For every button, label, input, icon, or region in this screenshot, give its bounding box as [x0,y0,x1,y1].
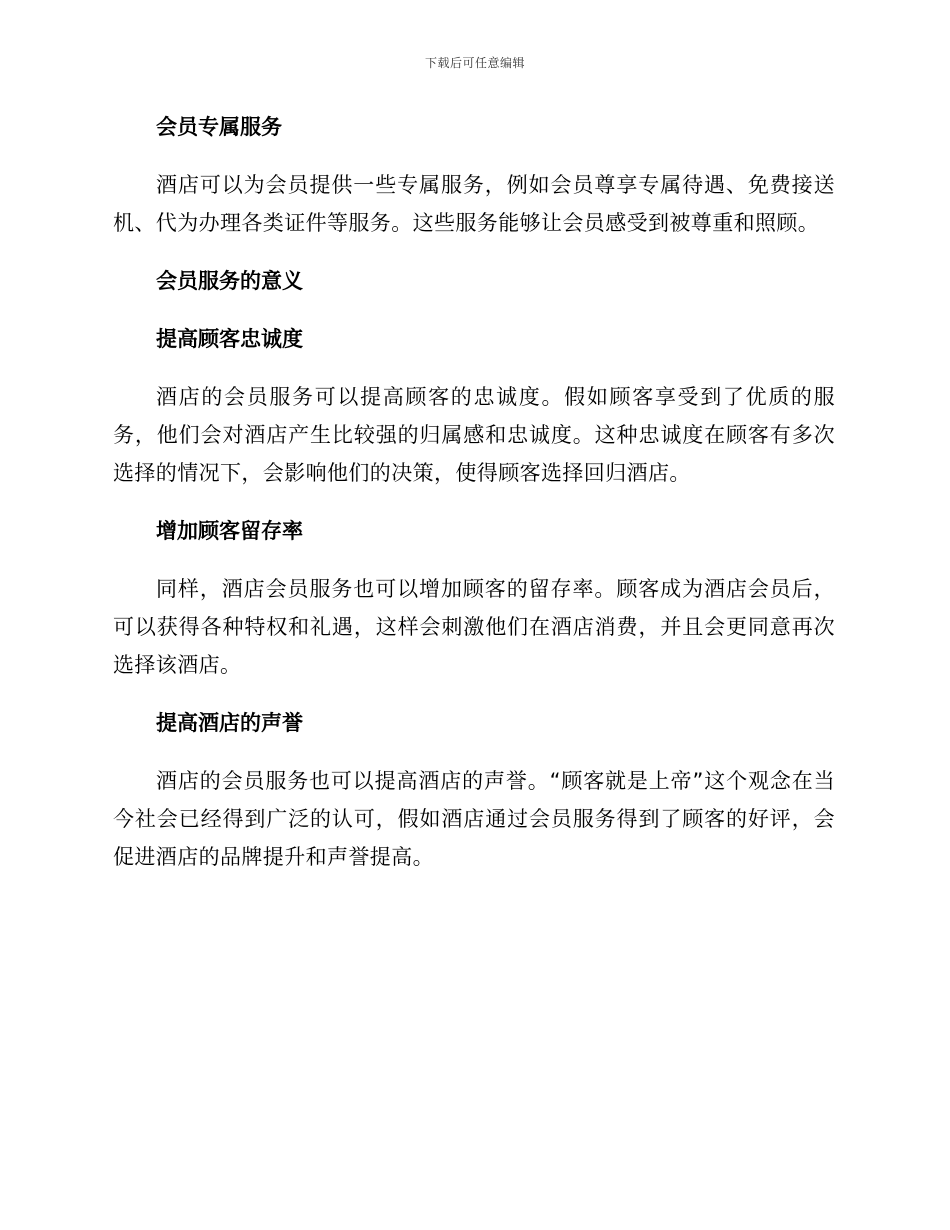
header-note: 下载后可任意编辑 [424,56,525,70]
paragraph-member-exclusive-services: 酒店可以为会员提供一些专属服务，例如会员尊享专属待遇、免费接送机、代为办理各类证件等服务。这些服务能够让会员感受到被尊重和照顾。 [113,173,835,235]
paragraph-loyalty: 酒店的会员服务可以提高顾客的忠诚度。假如顾客享受到了优质的服务，他们会对酒店产生比较强的归属感和忠诚度。这种忠诚度在顾客有多次选择的情况下，会影响他们的决策，使得顾客选择回归酒店。 [113,385,835,485]
section-heading-loyalty: 提高顾客忠诚度 [156,327,303,351]
document-content [113,108,835,896]
paragraph-retention: 同样，酒店会员服务也可以增加顾客的留存率。顾客成为酒店会员后，可以获得各种特权和礼遇，这样会刺激他们在酒店消费，并且会更同意再次选择该酒店。 [113,577,835,677]
section-heading-significance: 会员服务的意义 [156,269,303,293]
paragraph-reputation: 酒店的会员服务也可以提高酒店的声誉。“顾客就是上帝”这个观念在当今社会已经得到广泛的认可，假如酒店通过会员服务得到了顾客的好评，会促进酒店的品牌提升和声誉提高。 [113,769,835,869]
section-heading-reputation: 提高酒店的声誉 [156,711,303,735]
section-heading-member-exclusive-services: 会员专属服务 [156,115,282,139]
section-heading-retention: 增加顾客留存率 [156,519,303,543]
